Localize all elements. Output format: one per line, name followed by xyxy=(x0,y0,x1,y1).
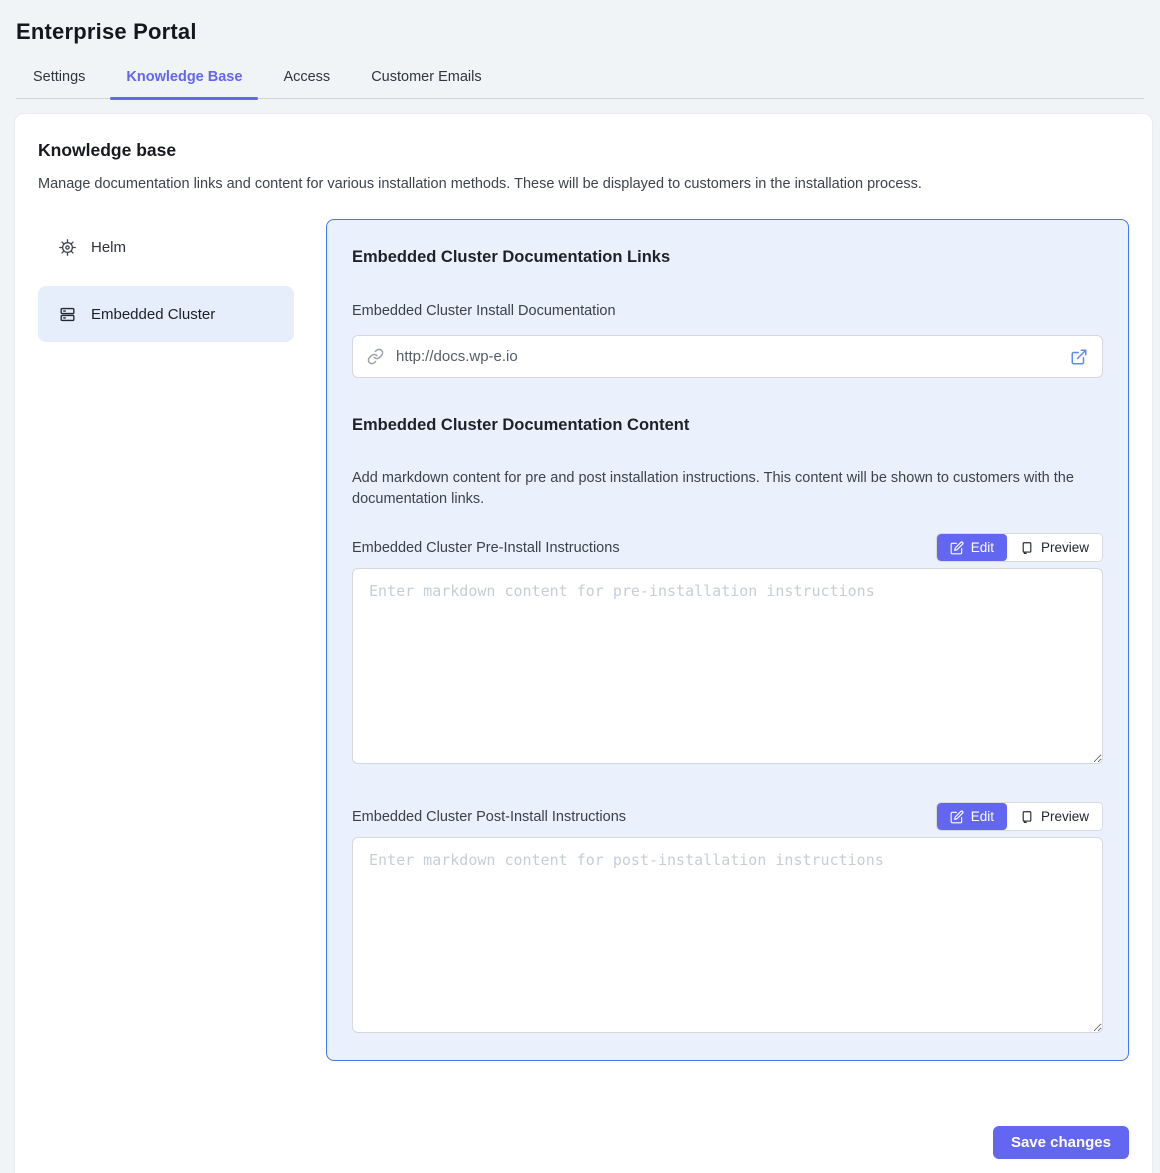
book-icon xyxy=(1020,810,1034,824)
knowledge-base-card xyxy=(14,113,1153,1173)
edit-pencil-icon xyxy=(950,541,964,555)
content-row xyxy=(38,219,1129,1061)
page-title: Enterprise Portal xyxy=(16,19,197,44)
install-doc-url-input[interactable] xyxy=(394,347,1060,366)
links-section-title: Embedded Cluster Documentation Links xyxy=(352,248,671,266)
post-install-label-row xyxy=(352,802,1103,831)
book-icon xyxy=(1020,541,1034,555)
post-install-label: Embedded Cluster Post-Install Instructions xyxy=(352,808,627,825)
edit-pencil-icon xyxy=(950,810,964,824)
post-install-textarea[interactable] xyxy=(352,837,1103,1033)
section-title: Knowledge base xyxy=(38,140,177,160)
sidebar-item-embedded-cluster[interactable] xyxy=(38,286,294,342)
content-section-title: Embedded Cluster Documentation Content xyxy=(352,416,690,434)
tab-bar xyxy=(16,61,1144,99)
pre-install-mode-toggle xyxy=(936,533,1103,562)
app-header xyxy=(0,0,1160,45)
tab-customer-emails[interactable]: Customer Emails xyxy=(371,69,482,85)
tab-settings[interactable]: Settings xyxy=(33,69,86,85)
tab-knowledge-base[interactable]: Knowledge Base xyxy=(110,61,258,98)
preview-button[interactable] xyxy=(1007,803,1102,830)
pre-install-label: Embedded Cluster Pre-Install Instructions xyxy=(352,539,620,556)
sidebar-item-label: Embedded Cluster xyxy=(91,305,216,323)
preview-button-label: Preview xyxy=(1040,540,1089,555)
embedded-cluster-panel xyxy=(326,219,1129,1061)
save-row xyxy=(38,1126,1129,1159)
edit-button-label: Edit xyxy=(970,540,994,555)
save-changes-button[interactable]: Save changes xyxy=(993,1126,1129,1159)
content-section-description: Add markdown content for pre and post installation instructions. This content will be shown to customers with the documentation links. xyxy=(352,470,1074,507)
edit-button-label: Edit xyxy=(970,809,994,824)
helm-wheel-icon xyxy=(58,238,77,257)
post-install-mode-toggle xyxy=(936,802,1103,831)
install-doc-label: Embedded Cluster Install Documentation xyxy=(352,303,616,319)
edit-button[interactable] xyxy=(937,534,1007,561)
tab-access[interactable]: Access xyxy=(283,69,331,85)
preview-button-label: Preview xyxy=(1040,809,1089,824)
sidebar-item-helm[interactable] xyxy=(38,219,294,275)
sidebar-item-label: Helm xyxy=(91,238,127,256)
section-description: Manage documentation links and content for various installation methods. These will be displayed to customers in the installation process. xyxy=(38,176,922,192)
pre-install-label-row xyxy=(352,533,1103,562)
install-method-nav xyxy=(38,219,294,353)
link-icon xyxy=(367,348,384,365)
install-doc-input-wrap xyxy=(352,335,1103,378)
external-link-icon[interactable] xyxy=(1070,348,1088,366)
edit-button[interactable] xyxy=(937,803,1007,830)
pre-install-textarea[interactable] xyxy=(352,568,1103,764)
server-stack-icon xyxy=(58,305,77,324)
preview-button[interactable] xyxy=(1007,534,1102,561)
